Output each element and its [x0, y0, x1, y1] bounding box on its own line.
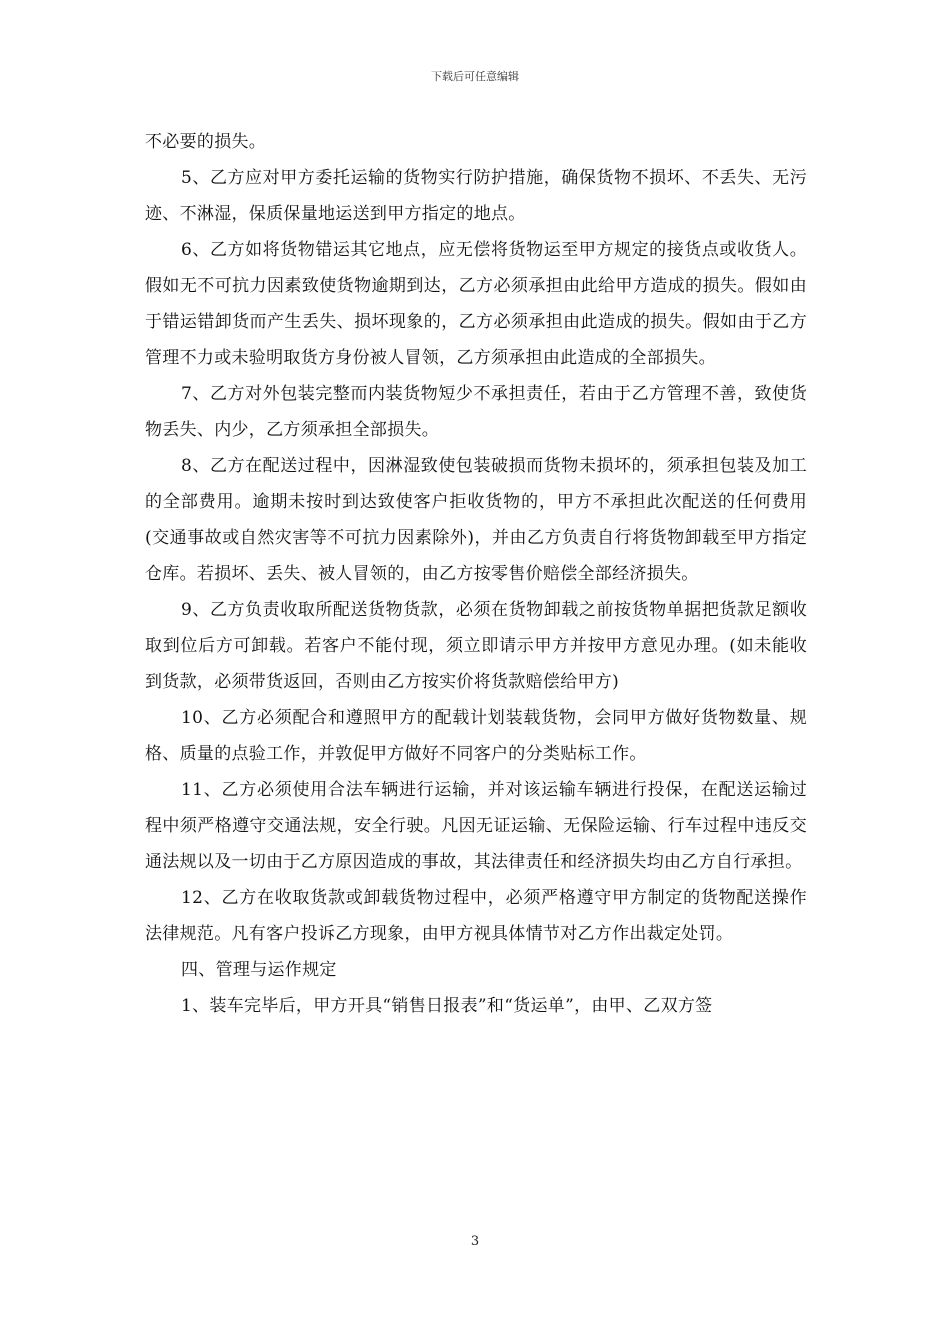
- page-number: 3: [470, 1234, 480, 1249]
- section-heading: 四、管理与运作规定: [181, 960, 337, 980]
- paragraph: 9、乙方负责收取所配送货物货款，必须在货物卸载之前按货物单据把货款足额收取到位后方可卸载。若客户不能付现，须立即请示甲方并按甲方意见办理。(如未能收到货款，必须带货返回，否则由乙方按实价将货款赔偿给甲方): [145, 600, 807, 692]
- paragraph: 12、乙方在收取货款或卸载货物过程中，必须严格遵守甲方制定的货物配送操作法律规范。凡有客户投诉乙方现象，由甲方视具体情节对乙方作出裁定处罚。: [145, 888, 807, 944]
- document-body: [145, 124, 807, 1024]
- paragraph: 6、乙方如将货物错运其它地点，应无偿将货物运至甲方规定的接货点或收货人。假如无不可抗力因素致使货物逾期到达，乙方必须承担由此给甲方造成的损失。假如由于错运错卸货而产生丢失、损坏现象的，乙方必须承担由此造成的损失。假如由于乙方管理不力或未验明取货方身份被人冒领，乙方须承担由此造成的全部损失。: [145, 240, 807, 368]
- paragraph: 7、乙方对外包装完整而内装货物短少不承担责任，若由于乙方管理不善，致使货物丢失、内少，乙方须承担全部损失。: [145, 384, 807, 440]
- paragraph: 8、乙方在配送过程中，因淋湿致使包装破损而货物未损坏的，须承担包装及加工的全部费用。逾期未按时到达致使客户拒收货物的，甲方不承担此次配送的任何费用(交通事故或自然灾害等不可抗力因素除外)，并由乙方负责自行将货物卸载至甲方指定仓库。若损坏、丢失、被人冒领的，由乙方按零售价赔偿全部经济损失。: [145, 456, 807, 584]
- page-header: 下载后可任意编辑: [431, 70, 519, 83]
- paragraph: 不必要的损失。: [145, 132, 267, 152]
- paragraph: 11、乙方必须使用合法车辆进行运输，并对该运输车辆进行投保，在配送运输过程中须严格遵守交通法规，安全行驶。凡因无证运输、无保险运输、行车过程中违反交通法规以及一切由于乙方原因造成的事故，其法律责任和经济损失均由乙方自行承担。: [145, 780, 807, 872]
- paragraph: 10、乙方必须配合和遵照甲方的配载计划装载货物，会同甲方做好货物数量、规格、质量的点验工作，并敦促甲方做好不同客户的分类贴标工作。: [145, 708, 807, 764]
- paragraph: 5、乙方应对甲方委托运输的货物实行防护措施，确保货物不损坏、不丢失、无污迹、不淋湿，保质保量地运送到甲方指定的地点。: [145, 168, 807, 224]
- paragraph: 1、装车完毕后，甲方开具“销售日报表”和“货运单”，由甲、乙双方签: [181, 996, 713, 1016]
